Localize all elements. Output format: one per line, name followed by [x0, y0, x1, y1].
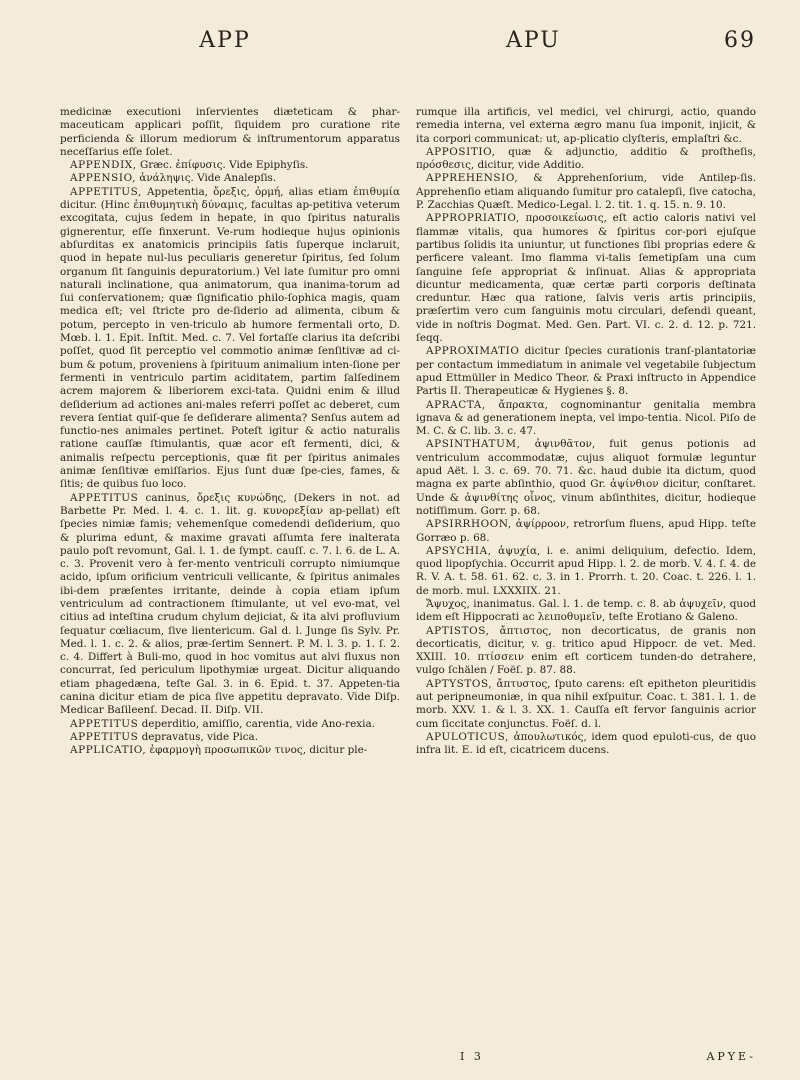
dictionary-entry — [60, 744, 400, 757]
entry-text: quæ & adjunctio, additio & proſtheſis, πρόσθεσις, dicitur, vide Additio. — [416, 145, 756, 172]
entry-text: depravatus, vide Pica. — [141, 730, 259, 743]
entry-text: rumque illa artificis, vel medici, vel chirurgi, actio, quando remedia interna, vel externa ægro manu ſua imponit, injicit, & ita corpori communicat: ut, ap-plicatio clyſteris, emplaſtri &c. — [416, 106, 756, 145]
entry-text: Ἄψυχος, inanimatus. Gal. l. 1. de temp. c. 8. ab ἀψυχεῖν, quod idem eſt Hippocrati ac λειποθυμεῖν, teſte Erotiano & Galeno. — [416, 597, 756, 624]
entry-text: deperditio, amiſſio, carentia, vide Ano-rexia. — [141, 717, 375, 730]
entry-headword: APPLICATIO, — [70, 744, 147, 757]
entry-text: dicitur ſpecies curationis tranſ-plantatoriæ per contactum immediatum in animale vel vegetabile ſubjectum apud Ettmüller in Medico Theor. & Praxi inſtructo in Appendice Partis II. Therapeuticæ & Hygienes §. 8. — [416, 345, 756, 398]
entry-headword: APPREHENSIO, — [426, 172, 519, 185]
two-column-body — [60, 106, 756, 758]
entry-text: ἄπτυστος, ſputo carens: eſt epitheton pleuritidis aut peripneumoniæ, in qua nihil exſpuitur. Coac. t. 381. l. 1. de morb. XXV. 1. & l. 3. XX. 1. Cauſſa eſt fervor ſanguinis acrior cum ſiccitate conjunctus. Foëſ. d. l. — [416, 677, 756, 730]
dictionary-entry — [416, 625, 756, 678]
entry-headword: APPROXIMATIO — [426, 345, 520, 358]
dictionary-entry — [416, 345, 756, 398]
entry-text: ἀψινθᾶτον, fuit genus potionis ad ventriculum accommodatæ, cujus aliquot formulæ leguntur apud Aët. l. 3. c. 69. 70. 71. &c. haud dubie ita dictum, quod magna ex parte abſinthio, quod Gr. ἀψίνθιον dicitur, conſtaret. Unde & ἀψινθίτης οἶνος, vinum abſinthites, dicitur, hodieque notiſſimum. Gorr. p. 68. — [416, 438, 756, 517]
entry-text: medicinæ executioni inſervientes diæteticam & phar-maceuticam applicari poſſit, ſiquidem pro curatione rite perficienda & illorum mediorum & inſtrumentorum apparatus neceſſarius eſſe ſolet. — [60, 106, 400, 158]
header-left-keyword: APP — [199, 28, 251, 53]
dictionary-entry — [60, 718, 400, 731]
entry-text: ἄπρακτα, cognominantur genitalia membra ignava & ad generationem inepta, vel impo-tentia. Nicol. Piſo de M. C. & C. lib. 3. c. 47. — [416, 398, 756, 438]
dictionary-entry — [60, 159, 400, 172]
entry-headword: APPETITUS — [70, 717, 139, 730]
entry-text: ἀψυχία, i. e. animi deliquium, defectio. Idem, quod lipopſychia. Occurrit apud Hipp. l. 2. de morb. V. 4. ſ. 4. de R. V. A. t. 58. 61. 62. c. 3. in 1. Prorrh. t. 20. Coac. t. 226. l. 1. de morb. mul. LXXXIIX. 21. — [416, 544, 756, 597]
entry-text: προσοικείωσις, eſt actio caloris nativi vel flammæ vitalis, qua humores & ſpiritus cor-pori ejuſque partibus ſolidis ita uniuntur, ut functiones ſibi proprias edere & perficere valeant. Imo flamma vi-talis ſemetipſam una cum ſanguine ſeſe appropriat & inſinuat. Alias & appropriata dicuntur medicamenta, quæ certæ parti corporis deſtinata creduntur. Hæc qua ratione, ſalvis veris artis principiis, præſertim vero cum ſanguinis motu circulari, defendi queant, vide in noſtris Dogmat. Med. Gen. Part. VI. c. 2. d. 12. p. 721. ſeqq. — [416, 212, 756, 345]
entry-text: ἀψίρροον, retrorſum fluens, apud Hipp. teſte Gorræo p. 68. — [416, 518, 756, 544]
entry-headword: APPETITUS, — [70, 185, 142, 198]
dictionary-entry — [416, 146, 756, 173]
entry-headword: APTYSTOS, — [426, 677, 493, 690]
entry-headword: APPETITUS — [70, 491, 139, 504]
entry-text: Appetentia, ὄρεξις, ὁρμή, alias etiam ἐπιθυμία dicitur. (Hinc ἐπιθυμητικὴ δύναμις, facultas ap-petitiva veterum excogitata, cujus ſedem in hepate, in quo ſpiritus naturalis gignerentur, eſſe finxerunt. Ve-rum hodieque hujus opinionis abſurditas ex anatomicis principiis ſatis ſuperque inclaruit, quod in hepate nul-lus peculiaris generetur ſpiritus, ſed ſolum organum ſit ſanguinis depuratorium.) Vel late ſumitur pro omni naturali inclinatione, qua animatorum, qua inanima-torum ad ſui conſervationem; quæ ſignificatio philo-ſophica magis, quam medica eſt; vel ſtricte pro de-ſiderio ad alimenta, cibum & potum, percepto in ven-triculo ab humore fermentali orto, D. Mœb. l. 1. Epit. Inſtit. Med. c. 7. Vel fortaſſe clarius ita deſcribi poſſet, quod ſit perceptio vel commotio animæ ſenſitivæ ad ci-bum & potum, proveniens à ſpirituum animalium inten-ſione per fermenti in ventriculo partim aciditatem, partim ſalſedinem acrem majorem & liberiorem exci-tata. Quidni enim & illud deſiderium ad actiones ani-males referri poſſet ac deberet, cum revera ſentiat quiſ-que ſe deſiderare alimenta? Senſus autem ad functio-nes animales pertinet. Poteſt igitur & actio naturalis ratione cauſſæ ſtimulantis, quæ acor eſt fermenti, dici, & animalis reſpectu perceptionis, quæ fit per ſpiritus animales animæ ſenſitivæ emiſſarios. Ejus ſunt duæ ſpe-cies, fames, & ſitis; de quibus ſuo loco. — [60, 185, 400, 491]
dictionary-entry — [60, 492, 400, 718]
right-column — [416, 106, 756, 758]
dictionary-entry — [416, 678, 756, 731]
running-header — [60, 28, 756, 68]
entry-headword: APSINTHATUM, — [426, 438, 521, 451]
entry-headword: APSIRRHOON, — [426, 518, 512, 531]
entry-text: ἐφαρμογὴ προσωπικῶν τινος, dicitur ple- — [149, 744, 368, 757]
entry-text: & Apprehenſorium, vide Antilep-ſis. Apprehenſio etiam aliquando ſumitur pro catalepſi, ſive catocha, P. Zacchias Quæſt. Medico-Legal. l. 2. tit. 1. q. 15. n. 9. 10. — [416, 172, 756, 212]
entry-headword: APULOTICUS, — [426, 730, 509, 743]
dictionary-entry — [416, 106, 756, 146]
dictionary-entry — [60, 186, 400, 492]
entry-text: Græc. ἐπίφυσις. Vide Epiphyſis. — [140, 159, 309, 172]
page-footer — [460, 1050, 756, 1063]
dictionary-entry — [416, 212, 756, 345]
page-number: 69 — [724, 28, 756, 53]
dictionary-entry — [416, 399, 756, 439]
entry-headword: APPENDIX, — [70, 159, 137, 172]
entry-text: ἀπουλωτικός, idem quod epuloti-cus, de quo infra lit. E. id eſt, cicatricem ducens. — [416, 730, 756, 757]
header-center-keyword: APU — [506, 28, 561, 53]
dictionary-entry — [416, 438, 756, 518]
dictionary-entry — [60, 106, 400, 159]
entry-text: ἀνάληψις. Vide Analepſis. — [139, 172, 277, 185]
entry-headword: APPENSIO, — [70, 172, 136, 185]
dictionary-entry — [416, 518, 756, 545]
entry-headword: APTISTOS, — [426, 624, 490, 637]
dictionary-entry — [416, 545, 756, 598]
entry-headword: APSYCHIA, — [426, 544, 492, 557]
entry-headword: APPROPRIATIO, — [426, 212, 520, 225]
catchword: APYE- — [706, 1050, 756, 1063]
entry-headword: APPETITUS — [70, 730, 139, 743]
dictionary-entry — [60, 731, 400, 744]
dictionary-entry — [416, 598, 756, 625]
left-column — [60, 106, 400, 758]
entry-text: ἄπτιστος, non decorticatus, de granis non decorticatis, dicitur, v. g. tritico apud Hippocr. de vet. Med. XXIII. 10. πτίσσειν enim eſt corticem tunden-do detrahere, vulgo ſchälen / Foëſ. p. 87. 88. — [416, 624, 756, 677]
signature-mark: I 3 — [460, 1050, 484, 1063]
header-right — [426, 28, 756, 53]
entry-headword: APRACTA, — [426, 398, 486, 411]
dictionary-entry — [416, 172, 756, 212]
dictionary-entry — [416, 731, 756, 758]
entry-headword: APPOSITIO, — [426, 145, 496, 158]
entry-text: caninus, ὄρεξις κυνώδης, (Dekers in not. ad Barbette Pr. Med. l. 4. c. 1. lit. g. κυνορεξίαν ap-pellat) eſt ſpecies nimiæ famis; vehemenſque comedendi deſiderium, quo & plurima edunt, & maxime gravati aſſumta fere inalterata paulo poſt revomunt, Gal. l. 1. de ſympt. cauſſ. c. 7. l. 6. de L. A. c. 3. Provenit vero à fer-mento ventriculi corrupto nimiumque acido, ipſum orificium ventriculi vellicante, & ſpiritus animales ibi-dem præſentes irritante, deinde à copia etiam ipſum ventriculum ad contractionem ſtimulante, ut vel evo-mat, vel citius ad inteſtina crudum chylum dejiciat, & ita alvi profluvium ſequatur cœliacum, ſive lientericum. Gal d. l. Junge ſis Sylv. Pr. Med. l. 1. c. 2. & alios, præ-ſertim Sennert. P. M. l. 3. p. 1. ſ. 2. c. 4. Differt à Buli-mo, quod in hoc vomitus aut alvi fluxus non concurrat, ſed periculum lipothymiæ urgeat. Dicitur aliquando etiam phagedæna, teſte Gal. 3. in 6. Epid. t. 37. Appeten-tia canina dicitur etiam de pica ſive appetitu depravato. Vide Diſp. Medicar Baſileenſ. Decad. II. Diſp. VII. — [60, 491, 400, 717]
dictionary-entry — [60, 172, 400, 185]
